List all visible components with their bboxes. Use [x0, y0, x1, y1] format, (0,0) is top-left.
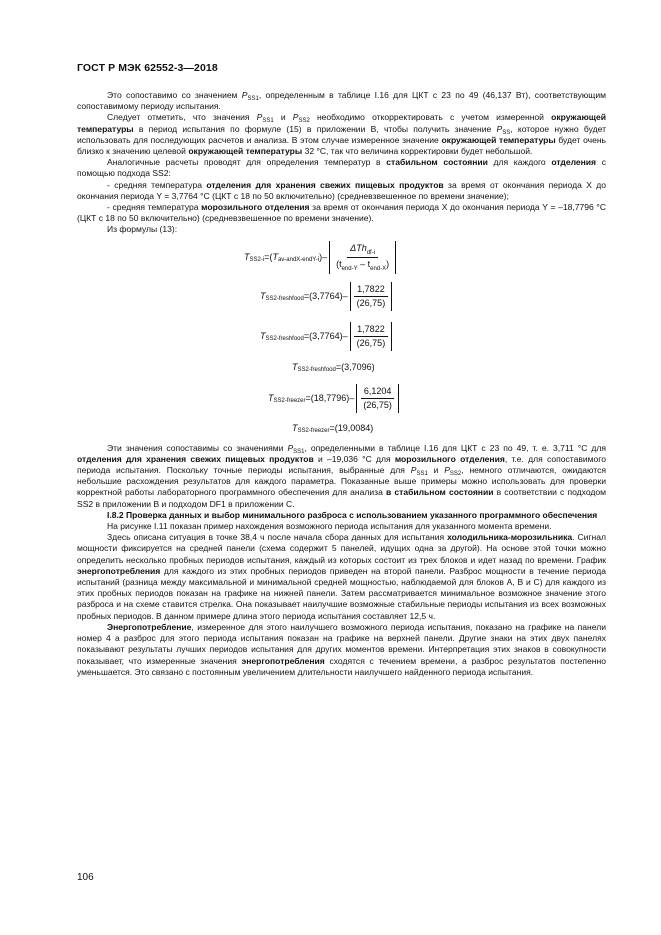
paragraph: Это сопоставимо со значением $P_{SS1}$, определенным в таблице I.16 для ЦКТ с 23 по 49 (46,137 Вт), соответствующим сопоставимому периоду испытания. — [77, 90, 606, 112]
paragraph: Энергопотребление, измеренное для этого наилучшего возможного периода испытания, показано на графике на панели номер 4 а разброс для этого периода испытания показан на графике на верхней панели. Другие знаки на этих двух панелях показывают результаты лучших периодов испытания для других моментов времени. Интерпретация этих знаков в совокупности показывает, что измеренные значения энергопотребления сходятся с течением времени, а разброс результатов постепенно уменьшается. Это связано с постоянным увеличением длительности наилучшего найденного периода испытания. — [77, 621, 607, 677]
document-header: ГОСТ Р МЭК 62552-3—2018 — [77, 62, 218, 74]
paragraph: Аналогичные расчеты проводят для определения температур в стабильном состоянии для каждого отделения с помощью подхода SS2: — [77, 157, 606, 179]
page-number: 106 — [77, 872, 94, 883]
paragraph: На рисунке I.11 показан пример нахождения возможного периода испытания для указанного момента времени. — [107, 521, 552, 532]
document-body — [77, 90, 606, 678]
formula-freshfood-2: T SS2-freshfood = (3,7764) – $\frac{1,7822}{(26,75)}$ — [260, 322, 392, 351]
formula-freezer-1: T SS2-freezer = (18,7796) – $\frac{6,1204}{(26,75)}$ — [268, 384, 399, 413]
formula-freshfood-1: T SS2-freshfood = (3,7764) – $\frac{1,7822}{(26,75)}$ — [260, 282, 392, 311]
section-heading: I.8.2 Проверка данных и выбор минимального разброса с использованием указанного программного обеспечения — [107, 509, 598, 520]
formula-general: T SS2-i = ( T av-andX-endY-i ) – $\frac{\Delta Th_{df-i}}{(t_{end-Y} - t_{end-X})}$ — [244, 241, 396, 274]
paragraph: Эти значения сопоставимы со значениями $P_{SS1}$, определенными в таблице I.16 для ЦКТ с 23 по 49, т. е. 3,711 °С для отделения для хранения свежих пищевых продуктов и –19,036 °С для морозильного отделения, т.е. для сопоставимого периода испытания. Поскольку точные периоды испытания, выбранные для $P_{SS1}$ и $P_{SS2}$, немного отличаются, ожидаются небольшие расхождения результатов для каждого параметра. Показанные выше примеры можно использовать для проверки корректной работы лабораторного программного обеспечения для анализа в стабильном состоянии в соответствии с подходом SS2 в приложении В и подходом DF1 в приложении С. — [77, 442, 607, 509]
paragraph: Следует отметить, что значения $P_{SS1}$ и $P_{SS2}$ необходимо откорректировать с учетом измеренной окружающей температуры в период испытания по формуле (15) в приложении В, чтобы получить значение $P_{SS}$, которое нужно будет использовать для последующих расчетов и анализа. В этом случае измеренное значение окружающей температуры будет очень близко к значению целевой окружающей температуры 32 °С, так что величина корректировки будет небольшой. — [77, 112, 607, 157]
list-item: - средняя температура морозильного отделения за время от окончания периода X до окончания периода Y = –18,7796 °С (ЦКТ с 18 по 50 включительно) (средневзвешенное по времени значение). — [77, 202, 606, 224]
formula-block — [77, 239, 606, 439]
paragraph: Здесь описана ситуация в точке 38,4 ч после начала сбора данных для испытания холодильника-морозильника. Сигнал мощности фиксируется на средней панели (схема содержит 5 панелей, идущих одна за другой). На основе этой точки можно определить несколько пробных периодов испытания, каждый из которых состоит из трех блоков и идет назад по времени. График энергопотребления для каждого из этих пробных периодов приведен на второй панели. Разброс мощности в течение периода испытаний (разница между максимальной и минимальной средней мощностью, наблюдаемой для блоков А, В и С) для каждого из этих пробных периодов показан на графике на нижней панели. Затем рассматривается минимальное возможное значение этого разброса и на схеме ставится стрелка. Она показывает наилучшие возможные стабильные периоды испытания из всех возможных пробных периодов. В данном примере длина этого периода испытания составляет 12,5 ч. — [77, 532, 607, 621]
formula-freezer-result: T SS2-freezer = (19,0084) — [292, 422, 374, 434]
formula-freshfood-result: T SS2-freshfood = (3,7096) — [292, 361, 375, 373]
list-item: - средняя температура отделения для хранения свежих пищевых продуктов за время от окончания периода X до окончания периода Y = 3,7764 °С (ЦКТ с 18 по 50 включительно) (средневзвешенное по времени значение); — [77, 179, 606, 201]
paragraph: Из формулы (13): — [107, 224, 178, 235]
